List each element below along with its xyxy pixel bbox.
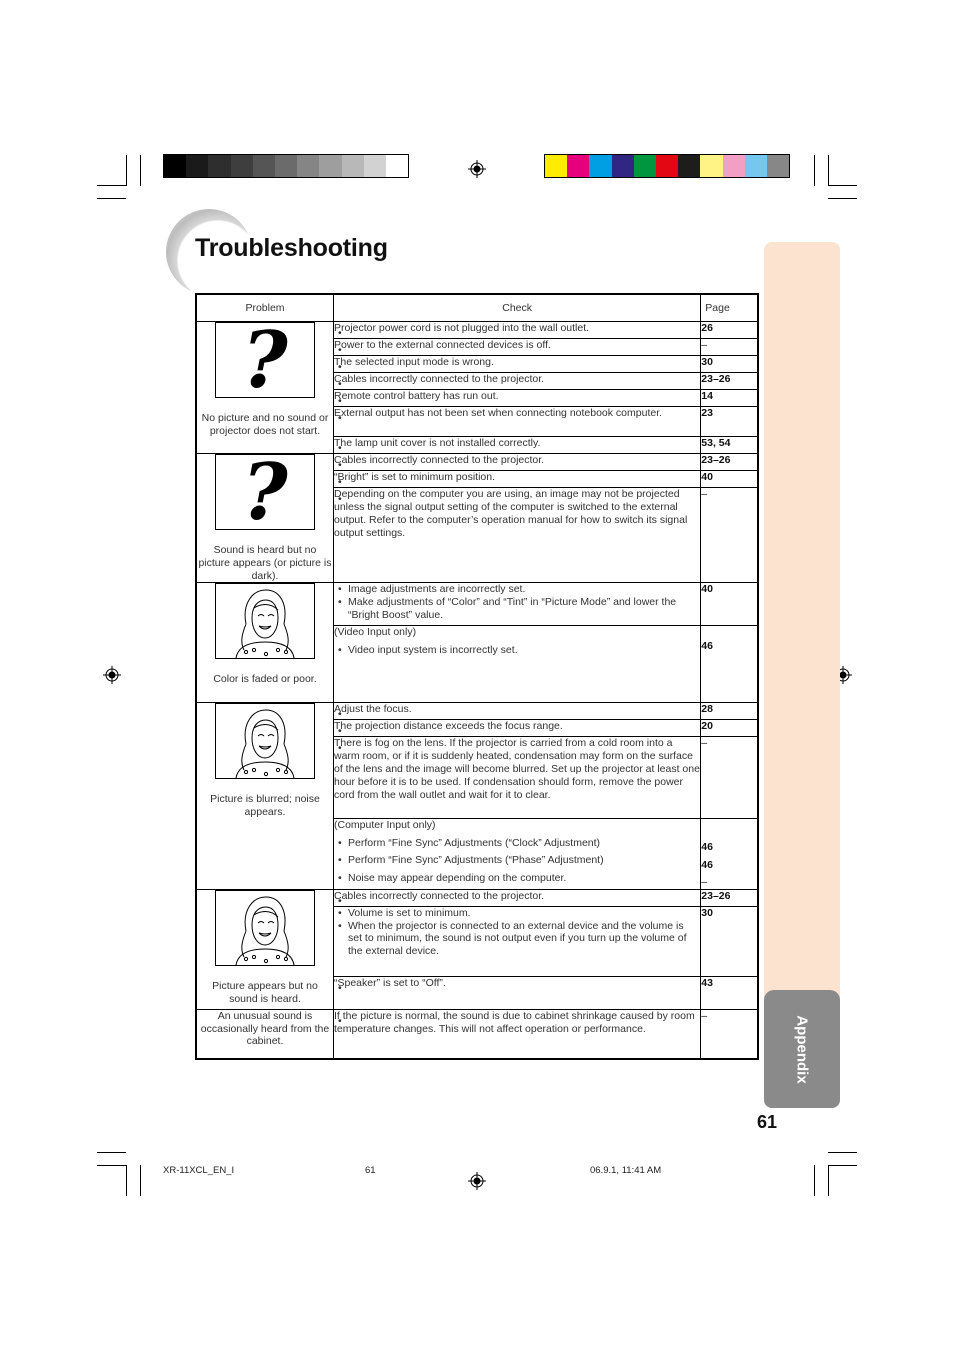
- table-row: [196, 322, 758, 339]
- footer-date: 06.9.1, 11:41 AM: [590, 1165, 662, 1176]
- check-cell: [333, 583, 700, 626]
- check-cell: • The selected input mode is wrong.: [333, 356, 700, 373]
- crop-mark: [97, 185, 126, 186]
- check-cell: • There is fog on the lens. If the projector is carried from a cold room into a warm room, or if it is suddenly heated, condensation may form on the surface of the lens and the image will become blurred. Set up the projector at least one hour before it is to be used. If condensation should form, remove the power cord from the wall outlet and wait for it to clear.: [333, 737, 700, 819]
- gray-swatch: [386, 155, 408, 177]
- page-cell: 40: [701, 583, 758, 626]
- page-cell: –: [701, 737, 758, 819]
- table-row: [196, 889, 758, 906]
- color-swatch: [612, 155, 634, 177]
- page-cell: [701, 819, 758, 889]
- problem-text: An unusual sound is occasionally heard from the cabinet.: [200, 1009, 330, 1048]
- input-note: (Video Input only): [333, 626, 417, 639]
- problem-text: No picture and no sound or projector does not start.: [201, 412, 329, 437]
- gray-swatch: [208, 155, 230, 177]
- gray-swatch: [186, 155, 208, 177]
- color-swatch: [767, 155, 789, 177]
- footer-page: 61: [365, 1165, 376, 1176]
- color-swatch: [589, 155, 611, 177]
- page-cell: 23–26: [701, 454, 758, 471]
- page-cell: 43: [701, 976, 758, 1009]
- page-cell: 23–26: [701, 889, 758, 906]
- crop-mark: [814, 155, 815, 186]
- check-cell: • “Bright” is set to minimum position.: [333, 471, 700, 488]
- process-color-bar: [544, 154, 790, 178]
- page-cell: 46: [701, 626, 758, 703]
- crop-mark: [828, 1165, 857, 1166]
- crop-mark: [814, 1165, 815, 1196]
- crop-mark: [828, 185, 857, 186]
- problem-text: Picture appears but no sound is heard.: [212, 979, 318, 1005]
- gray-swatch: [275, 155, 297, 177]
- svg-text:?: ?: [242, 455, 288, 529]
- question-mark-icon: [215, 454, 315, 530]
- question-mark-icon: [215, 322, 315, 398]
- girl-no-sound-icon: [215, 890, 315, 966]
- color-swatch: [567, 155, 589, 177]
- check-cell: • Adjust the focus.: [333, 703, 700, 720]
- check-cell: [333, 906, 700, 976]
- page-cell: 28: [701, 703, 758, 720]
- problem-text: Sound is heard but no picture appears (or picture is dark).: [198, 544, 332, 582]
- crop-mark: [97, 1152, 126, 1153]
- registration-mark-icon: [103, 666, 121, 684]
- crop-mark: [97, 1165, 126, 1166]
- page-cell: 40: [701, 471, 758, 488]
- check-cell: • Cables incorrectly connected to the projector.: [333, 454, 700, 471]
- crop-mark: [828, 1152, 857, 1153]
- check-cell: • Projector power cord is not plugged into the wall outlet.: [333, 322, 700, 339]
- table-row: [196, 1009, 758, 1059]
- registration-mark-icon: [468, 1172, 486, 1190]
- gray-swatch: [342, 155, 364, 177]
- crop-mark: [97, 198, 126, 199]
- check-cell: • Cables incorrectly connected to the projector.: [333, 373, 700, 390]
- table-body: [196, 322, 758, 1060]
- svg-text:?: ?: [242, 323, 288, 397]
- color-swatch: [656, 155, 678, 177]
- page-ref: 46: [701, 858, 713, 871]
- header-problem: Problem: [196, 294, 333, 322]
- page-number: 61: [757, 1112, 778, 1132]
- table-header-row: [196, 294, 758, 322]
- gray-swatch: [364, 155, 386, 177]
- page-cell: –: [701, 339, 758, 356]
- check-cell: • Power to the external connected devices is off.: [333, 339, 700, 356]
- table-row: [196, 583, 758, 626]
- check-cell: • The lamp unit cover is not installed correctly.: [333, 437, 700, 454]
- crop-mark: [126, 1165, 127, 1196]
- appendix-tab-label: Appendix: [793, 1014, 811, 1084]
- check-item: • Perform “Fine Sync” Adjustments (“Phase” Adjustment): [334, 854, 700, 867]
- footer-file-name: XR-11XCL_EN_I: [163, 1165, 235, 1176]
- girl-faded-picture-icon: [215, 583, 315, 659]
- table-row: [196, 454, 758, 471]
- check-item: • Video input system is incorrectly set.: [334, 644, 700, 657]
- problem-cell: [196, 583, 333, 703]
- gray-swatch: [297, 155, 319, 177]
- troubleshooting-table: [195, 293, 759, 1060]
- check-item: • When the projector is connected to an external device and the volume is set to minimum, the sound is not output even if you turn up the volume of the external device.: [334, 920, 700, 958]
- problem-cell: [196, 1009, 333, 1059]
- crop-mark: [140, 1165, 141, 1196]
- color-swatch: [723, 155, 745, 177]
- check-cell: • If the picture is normal, the sound is due to cabinet shrinkage caused by room temperature changes. This will not affect operation or performance.: [333, 1009, 700, 1059]
- color-swatch: [545, 155, 567, 177]
- check-cell: • External output has not been set when connecting notebook computer.: [333, 407, 700, 437]
- input-note: (Computer Input only): [333, 819, 436, 832]
- crop-mark: [828, 155, 829, 186]
- check-cell: • Cables incorrectly connected to the projector.: [333, 889, 700, 906]
- check-item: • Noise may appear depending on the computer.: [334, 872, 700, 885]
- problem-cell: [196, 703, 333, 889]
- page-cell: 14: [701, 390, 758, 407]
- color-swatch: [678, 155, 700, 177]
- check-item: • Volume is set to minimum.: [334, 907, 700, 920]
- gray-color-bar: [163, 154, 409, 178]
- problem-text: Picture is blurred; noise appears.: [210, 793, 320, 819]
- problem-cell: [196, 454, 333, 583]
- color-swatch: [700, 155, 722, 177]
- crop-mark: [126, 155, 127, 186]
- page-cell: 30: [701, 906, 758, 976]
- side-tab-background: [764, 242, 840, 1108]
- gray-swatch: [164, 155, 186, 177]
- page-cell: –: [701, 488, 758, 583]
- problem-cell: [196, 322, 333, 454]
- problem-cell: [196, 889, 333, 1009]
- gray-swatch: [319, 155, 341, 177]
- girl-blurred-picture-icon: [215, 703, 315, 779]
- problem-text: Color is faded or poor.: [213, 673, 317, 686]
- check-cell: • The projection distance exceeds the focus range.: [333, 720, 700, 737]
- crop-mark: [828, 1165, 829, 1196]
- gray-swatch: [231, 155, 253, 177]
- crop-mark: [828, 198, 857, 199]
- check-item: • Perform “Fine Sync” Adjustments (“Clock” Adjustment): [334, 837, 700, 850]
- check-cell: • Depending on the computer you are using, an image may not be projected unless the signal output setting of the computer is switched to the external output. Refer to the computer’s operation manual for how to switch its signal output settings.: [333, 488, 700, 583]
- page-cell: 23: [701, 407, 758, 437]
- check-cell: [333, 626, 700, 703]
- header-page: Page: [701, 294, 758, 322]
- color-swatch: [745, 155, 767, 177]
- page-cell: 26: [701, 322, 758, 339]
- check-cell: [333, 819, 700, 889]
- check-item: • Image adjustments are incorrectly set.: [334, 583, 700, 596]
- color-swatch: [634, 155, 656, 177]
- page-title: Troubleshooting: [195, 234, 388, 262]
- page-cell: 20: [701, 720, 758, 737]
- appendix-tab: [764, 990, 840, 1108]
- check-cell: • Remote control battery has run out.: [333, 390, 700, 407]
- crop-mark: [140, 155, 141, 186]
- registration-mark-icon: [468, 160, 486, 178]
- page-cell: 53, 54: [701, 437, 758, 454]
- gray-swatch: [253, 155, 275, 177]
- page-cell: –: [701, 1009, 758, 1059]
- page-cell: 30: [701, 356, 758, 373]
- page-ref: 46: [701, 841, 713, 854]
- check-cell: • “Speaker” is set to “Off”.: [333, 976, 700, 1009]
- header-check: Check: [333, 294, 700, 322]
- table-row: [196, 703, 758, 720]
- page-ref: –: [701, 875, 708, 888]
- check-item: • Make adjustments of “Color” and “Tint” in “Picture Mode” and lower the “Bright Boost” value.: [334, 596, 700, 622]
- page-cell: 23–26: [701, 373, 758, 390]
